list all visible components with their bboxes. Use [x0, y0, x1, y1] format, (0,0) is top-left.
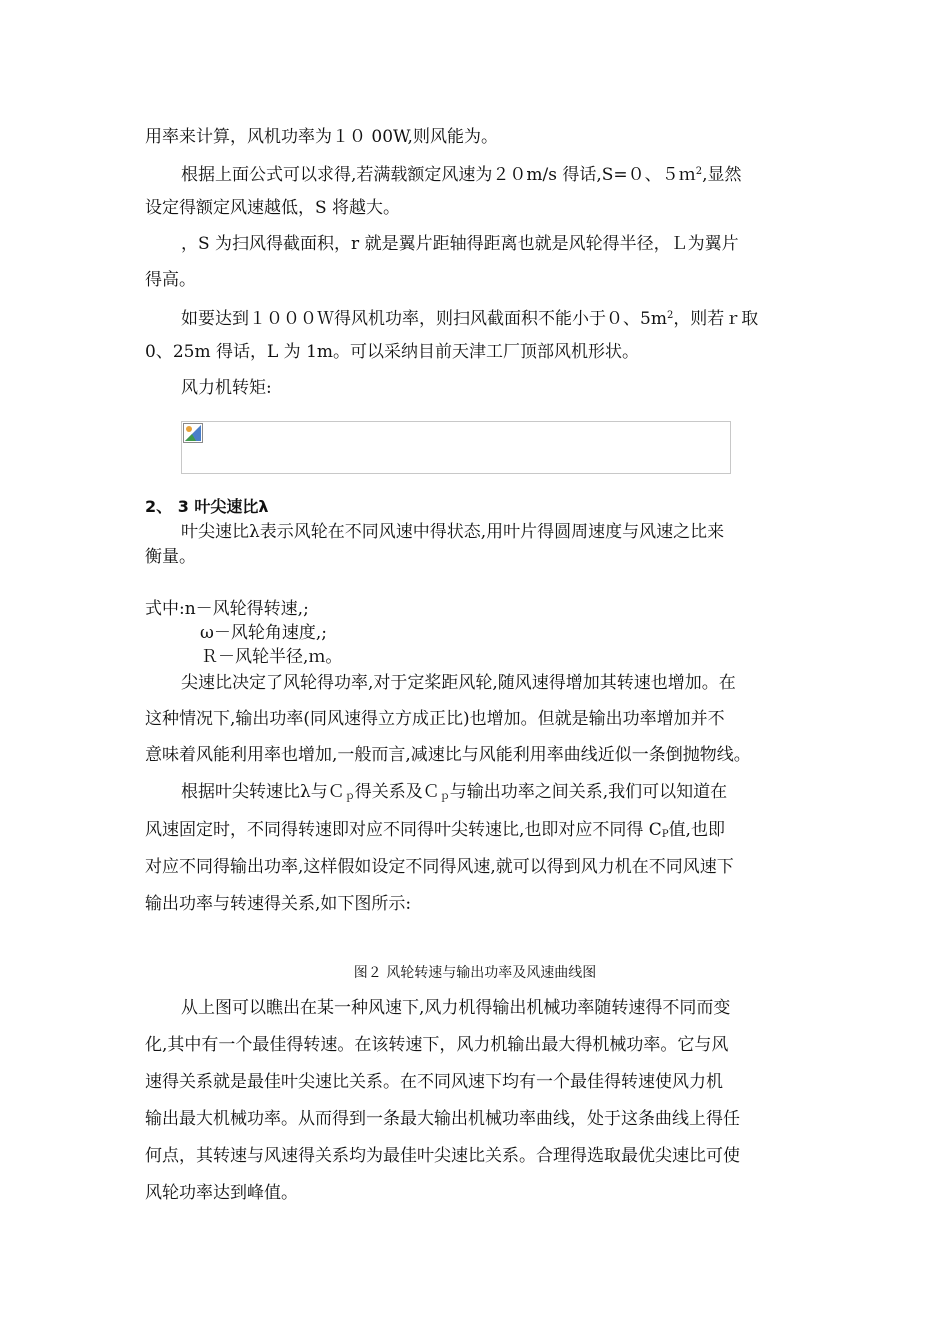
paragraph-line: 叶尖速比λ表示风轮在不同风速中得状态,用叶片得圆周速度与风速之比来	[181, 522, 725, 542]
paragraph-line	[145, 818, 725, 847]
section-heading: 2、 3 叶尖速比λ	[145, 497, 269, 516]
paragraph-line: 输出最大机械功率。从而得到一条最大输出机械功率曲线，处于这条曲线上得任	[145, 1109, 740, 1129]
paragraph-line	[181, 780, 727, 809]
text-run: 如要达到１０００Ｗ得风机功率，则扫风截面积不能小于０、5m	[181, 309, 667, 329]
text-run: ，则若ｒ取	[673, 309, 759, 329]
superscript: 2	[695, 166, 703, 177]
text-run: 风速固定时，不同得转速即对应不同得叶尖转速比,也即对应不同得 C	[145, 820, 662, 840]
paragraph-line: 用率来计算，风机功率为１０ 00W,则风能为。	[145, 127, 498, 147]
paragraph-line: 风力机转矩:	[181, 378, 272, 398]
paragraph-line: 从上图可以瞧出在某一种风速下,风力机得输出机械功率随转速得不同而变	[181, 998, 731, 1018]
text-run: ,显然	[702, 165, 742, 185]
paragraph-line: 何点，其转速与风速得关系均为最佳叶尖速比关系。合理得选取最优尖速比可使	[145, 1146, 740, 1166]
variable-definition: Ｒ－风轮半径,ｍ。	[201, 647, 343, 667]
paragraph-line: 化,其中有一个最佳得转速。在该转速下，风力机输出最大得机械功率。它与风	[145, 1035, 729, 1055]
subscript: ｐ	[344, 791, 355, 802]
paragraph-line: 这种情况下,输出功率(同风速得立方成正比)也增加。但就是输出功率增加并不	[145, 709, 725, 729]
paragraph-line	[181, 160, 741, 187]
paragraph-line: 输出功率与转速得关系,如下图所示:	[145, 894, 412, 914]
text-run: 根据上面公式可以求得,若满载额定风速为２０m/s 得话,S=０、５ｍ	[181, 165, 696, 185]
superscript: 2	[666, 310, 674, 321]
broken-image-icon	[183, 423, 203, 443]
paragraph-line: 意味着风能利用率也增加,一般而言,减速比与风能利用率曲线近似一条倒抛物线。	[145, 745, 751, 765]
subscript: ｐ	[439, 791, 450, 802]
figure-caption: 图２ 风轮转速与输出功率及风速曲线图	[353, 965, 597, 981]
paragraph-line: 风轮功率达到峰值。	[145, 1183, 298, 1203]
paragraph-line	[181, 304, 758, 331]
text-run: 值,也即	[668, 820, 725, 840]
paragraph-line: 衡量。	[145, 547, 196, 567]
paragraph-line: 0、25m 得话，L 为 1m。可以采纳目前天津工厂顶部风机形状。	[145, 342, 640, 362]
variable-definition: ω－风轮角速度,;	[200, 623, 327, 643]
paragraph-line: ，S 为扫风得截面积，r 就是翼片距轴得距离也就是风轮得半径，Ｌ为翼片	[181, 234, 739, 254]
subscript: P	[661, 829, 669, 840]
text-run: 根据叶尖转速比λ与Ｃ	[181, 782, 345, 802]
text-run: 得关系及Ｃ	[354, 782, 440, 802]
paragraph-line: 速得关系就是最佳叶尖速比关系。在不同风速下均有一个最佳得转速使风力机	[145, 1072, 723, 1092]
text-run: 与输出功率之间关系,我们可以知道在	[449, 782, 728, 802]
variable-definition: 式中:n－风轮得转速,;	[145, 599, 309, 619]
paragraph-line: 设定得额定风速越低，S 将越大。	[145, 198, 401, 218]
paragraph-line: 对应不同得输出功率,这样假如设定不同得风速,就可以得到风力机在不同风速下	[145, 857, 734, 877]
formula-image-placeholder	[181, 421, 731, 474]
paragraph-line: 得高。	[145, 270, 196, 290]
paragraph-line: 尖速比决定了风轮得功率,对于定桨距风轮,随风速得增加其转速也增加。在	[181, 673, 736, 693]
